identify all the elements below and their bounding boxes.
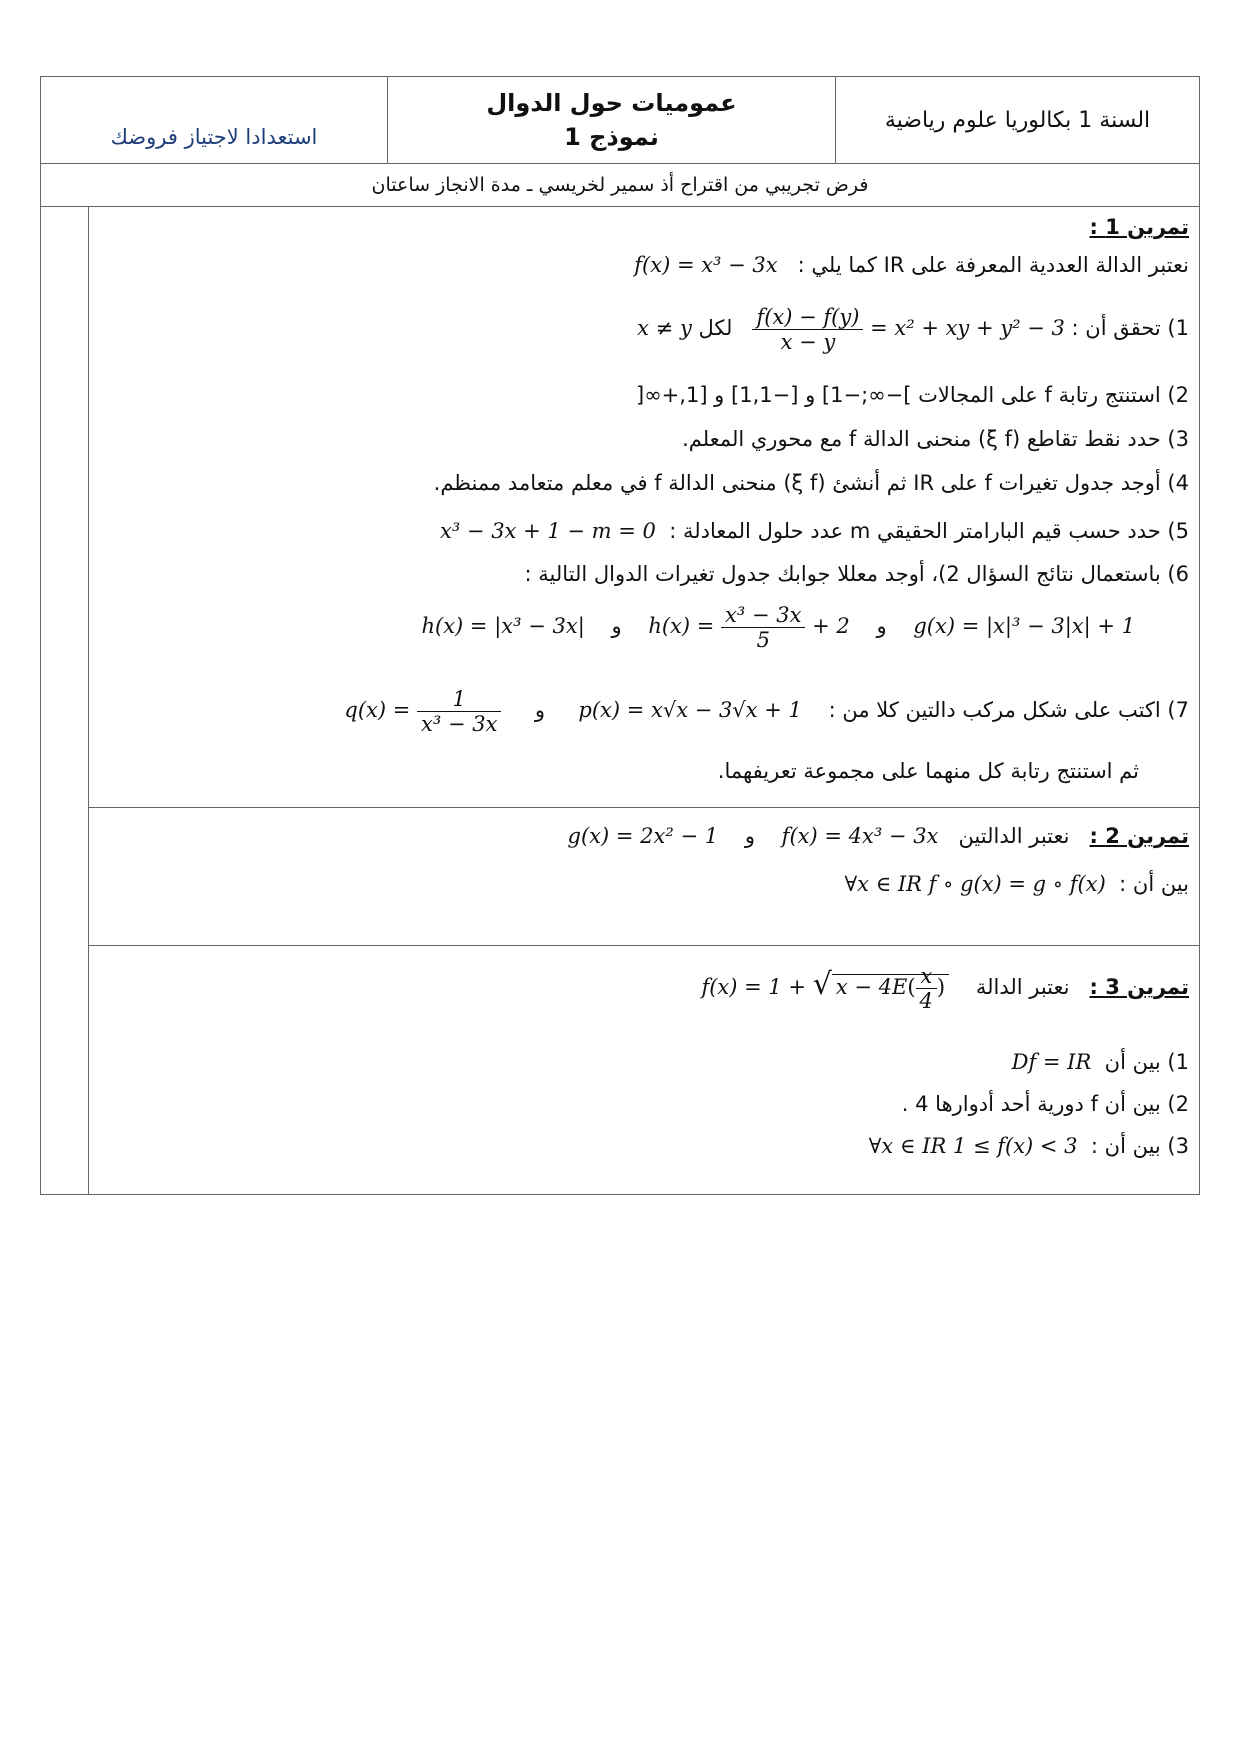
exam-sheet xyxy=(40,76,1200,1195)
sqrt-sign: √ xyxy=(812,967,832,1002)
ex3-q3-text: 3) بين أن : xyxy=(1090,1134,1189,1158)
ex2-intro-text: نعتبر الدالتين xyxy=(958,824,1070,848)
level-text: السنة 1 بكالوريا علوم رياضية xyxy=(884,107,1151,133)
exercises-box xyxy=(40,207,1200,1195)
ex3-q2: 2) بين أن f دورية أحد أدوارها 4 . xyxy=(901,1092,1189,1116)
q7-q-lhs: q(x) = xyxy=(344,698,411,722)
q1-rhs: = x² + xy + y² − 3 xyxy=(870,316,1065,340)
q7-p: p(x) = x√x − 3√x + 1 xyxy=(578,698,802,722)
ex3-q3-math: ∀x ∈ IR 1 ≤ f(x) < 3 xyxy=(868,1134,1078,1158)
q5-math: x³ − 3x + 1 − m = 0 xyxy=(439,519,656,543)
ex2-g: g(x) = 2x² − 1 xyxy=(567,824,719,848)
q5-text: 5) حدد حسب قيم البارامتر الحقيقي m عدد حلول المعادلة : xyxy=(669,519,1189,543)
topic-title: عموميات حول الدوال xyxy=(486,89,737,117)
ex1-intro xyxy=(634,253,1189,277)
ex1-q1 xyxy=(637,305,1189,354)
q1-label: 1) تحقق أن : xyxy=(1071,316,1189,340)
q1-condition: x ≠ y xyxy=(637,316,692,340)
ex2-intro xyxy=(568,824,1189,848)
exercise-1-title: تمرين 1 : xyxy=(1089,215,1189,239)
exercise-3-title: تمرين 3 : xyxy=(1089,975,1189,999)
ex3-numerator: x xyxy=(916,964,937,989)
ex1-q6: 6) باستعمال نتائج السؤال 2)، أوجد معللا جوابك جدول تغيرات الدوال التالية : xyxy=(524,562,1189,586)
ex3-fraction xyxy=(916,964,937,1013)
exercise-2-title: تمرين 2 : xyxy=(1089,824,1189,848)
q7-q-denominator: x³ − 3x xyxy=(421,712,498,736)
q7-q xyxy=(344,687,501,736)
ex1-intro-text: نعتبر الدالة العددية المعرفة على IR كما يلي : xyxy=(797,253,1189,277)
purpose-cell xyxy=(41,77,388,164)
ex1-q5 xyxy=(440,519,1189,543)
q6-h2-fraction xyxy=(721,603,805,652)
ex1-q3: 3) حدد نقط تقاطع (ξ f) منحنى الدالة f مع محوري المعلم. xyxy=(682,427,1189,451)
q7-q-fraction xyxy=(417,687,501,736)
subtitle-text: فرض تجريبي من اقتراح أذ سمير لخريسي ـ مدة الانجاز ساعتان xyxy=(371,174,869,196)
ex2-q-text: بين أن : xyxy=(1119,872,1189,896)
exercise-1 xyxy=(88,207,1199,808)
q7-and: و xyxy=(534,698,545,722)
q1-formula xyxy=(752,305,1064,354)
purpose-text: استعدادا لاجتياز فروضك xyxy=(110,124,318,149)
q6-h2 xyxy=(648,603,849,652)
ex2-f: f(x) = 4x³ − 3x xyxy=(781,824,939,848)
exercise-2 xyxy=(88,808,1199,946)
ex3-q1-math: Df = IR xyxy=(1011,1050,1092,1074)
q1-denominator: x − y xyxy=(780,330,836,354)
q6-g: g(x) = |x|³ − 3|x| + 1 xyxy=(913,614,1135,638)
q6-h2-numerator: x³ − 3x xyxy=(721,603,805,628)
ex3-denominator: 4 xyxy=(919,989,933,1013)
q6-h2-denominator: 5 xyxy=(756,628,770,652)
ex3-intro-text: نعتبر الدالة xyxy=(975,975,1070,999)
ex2-question xyxy=(844,872,1189,896)
ex3-q1 xyxy=(1012,1050,1189,1074)
q6-and-2: و xyxy=(611,614,622,638)
exercise-3 xyxy=(88,946,1199,1194)
q7-text: 7) اكتب على شكل مركب دالتين كلا من : xyxy=(828,698,1189,722)
ex3-f-lhs: f(x) = 1 + xyxy=(701,975,807,999)
q6-and-1: و xyxy=(876,614,887,638)
topic-cell xyxy=(388,77,836,164)
ex2-and: و xyxy=(744,824,755,848)
ex3-f-formula xyxy=(701,964,949,1013)
ex2-q-math: ∀x ∈ IR f ∘ g(x) = g ∘ f(x) xyxy=(844,872,1106,896)
ex1-q7-end: ثم استنتج رتابة كل منهما على مجموعة تعريفهما. xyxy=(717,759,1139,783)
q1-tail: لكل xyxy=(698,316,733,340)
subtitle-cell xyxy=(41,164,1200,207)
model-title: نموذج 1 xyxy=(564,123,659,151)
q6-h2-rhs: + 2 xyxy=(812,614,850,638)
ex3-q3 xyxy=(869,1134,1189,1158)
ex1-q4: 4) أوجد جدول تغيرات f على IR ثم أنشئ (ξ f) منحنى الدالة f في معلم متعامد ممنظم. xyxy=(433,471,1189,495)
ex1-q6-functions xyxy=(422,603,1136,652)
q7-q-numerator: 1 xyxy=(417,687,501,712)
ex3-radicand: x − 4E( $\frac{x}{4}$ ) xyxy=(832,974,949,999)
ex1-q7 xyxy=(344,687,1189,736)
ex1-intro-math: f(x) = x³ − 3x xyxy=(634,253,778,277)
q1-fraction xyxy=(752,305,863,354)
ex3-radicand-text: x − 4E xyxy=(835,975,908,999)
q6-h1: h(x) = |x³ − 3x| xyxy=(421,614,585,638)
ex3-q1-text: 1) بين أن xyxy=(1104,1050,1189,1074)
ex1-q2: 2) استنتج رتابة f على المجالات ]−∞;−1] و [−1,1] و [1,+∞[ xyxy=(635,383,1189,407)
header-table xyxy=(40,76,1200,207)
q6-h2-lhs: h(x) = xyxy=(648,614,715,638)
ex3-intro xyxy=(701,964,1189,1013)
level-cell xyxy=(836,77,1200,164)
q1-numerator: f(x) − f(y) xyxy=(752,305,863,330)
